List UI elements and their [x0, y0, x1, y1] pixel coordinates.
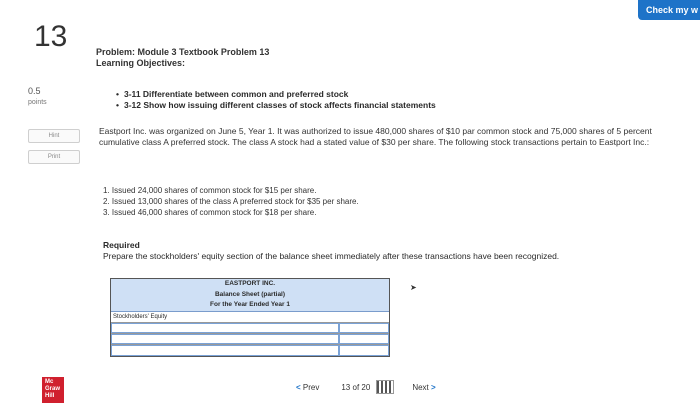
- chevron-left-icon: <: [296, 382, 301, 392]
- transactions-list: [103, 185, 663, 218]
- next-button[interactable]: [412, 383, 435, 392]
- balance-sheet-header: [111, 279, 389, 312]
- chevron-right-icon: >: [431, 382, 436, 392]
- amount-input[interactable]: [339, 323, 389, 333]
- prev-label: Prev: [302, 382, 320, 392]
- prev-button[interactable]: [296, 383, 319, 392]
- required-section: [103, 240, 683, 261]
- problem-header: [96, 47, 686, 111]
- sheet-subtitle: Balance Sheet (partial): [214, 290, 286, 298]
- mouse-cursor-icon: ➤: [410, 283, 417, 292]
- account-input[interactable]: [111, 323, 339, 333]
- objectives-list: [116, 89, 686, 111]
- required-text: Prepare the stockholders' equity section of the balance sheet immediately after these transactions have been recognized.: [103, 250, 560, 261]
- logo-text: Mc Graw Hill: [45, 379, 61, 399]
- problem-description: Eastport Inc. was organized on June 5, Year 1. It was authorized to issue 480,000 shares of $10 par common stock and 75,000 shares of 5 percent cumulative class A preferred stock. The class A stock had a stated value of $30 per share. The following stock transactions pertain to Eastport Inc.:: [99, 126, 652, 147]
- points-value: 0.5: [28, 86, 41, 96]
- account-input[interactable]: [111, 345, 339, 356]
- points-label: points: [28, 99, 47, 106]
- transaction-item: 2. Issued 13,000 shares of the class A preferred stock for $35 per share.: [103, 197, 359, 206]
- question-grid-icon[interactable]: [376, 380, 394, 394]
- account-input[interactable]: [111, 334, 339, 344]
- mcgraw-hill-logo: [42, 377, 64, 403]
- amount-input[interactable]: [339, 345, 389, 356]
- page-of: of: [352, 382, 360, 392]
- problem-title: Problem: Module 3 Textbook Problem 13: [96, 47, 270, 57]
- transaction-item: 1. Issued 24,000 shares of common stock for $15 per share.: [103, 186, 317, 195]
- objective-item: • 3-12 Show how issuing different classes of stock affects financial statements: [116, 100, 686, 111]
- transaction-item: 3. Issued 46,000 shares of common stock for $18 per share.: [103, 208, 317, 217]
- table-row: [111, 345, 389, 356]
- section-label: Stockholders' Equity: [113, 313, 168, 320]
- required-heading: Required: [103, 240, 140, 250]
- points-box: [28, 86, 47, 108]
- table-row: [111, 312, 389, 323]
- check-my-work-button[interactable]: Check my w: [638, 0, 700, 20]
- question-number: 13: [34, 20, 68, 53]
- page-indicator: [341, 383, 370, 392]
- balance-sheet-table: [110, 278, 390, 357]
- print-button[interactable]: Print: [28, 150, 80, 164]
- page-current: 13: [341, 382, 351, 392]
- sheet-period: For the Year Ended Year 1: [210, 301, 290, 308]
- question-navigation: [296, 380, 436, 394]
- table-row: [111, 334, 389, 345]
- table-row: [111, 323, 389, 334]
- next-label: Next: [412, 382, 429, 392]
- objective-item: • 3-11 Differentiate between common and preferred stock: [116, 89, 686, 100]
- company-name: EASTPORT INC.: [224, 280, 276, 287]
- learning-objectives-heading: Learning Objectives:: [96, 58, 186, 68]
- page-total: 20: [361, 382, 371, 392]
- hint-button[interactable]: Hint: [28, 129, 80, 143]
- amount-input[interactable]: [339, 334, 389, 344]
